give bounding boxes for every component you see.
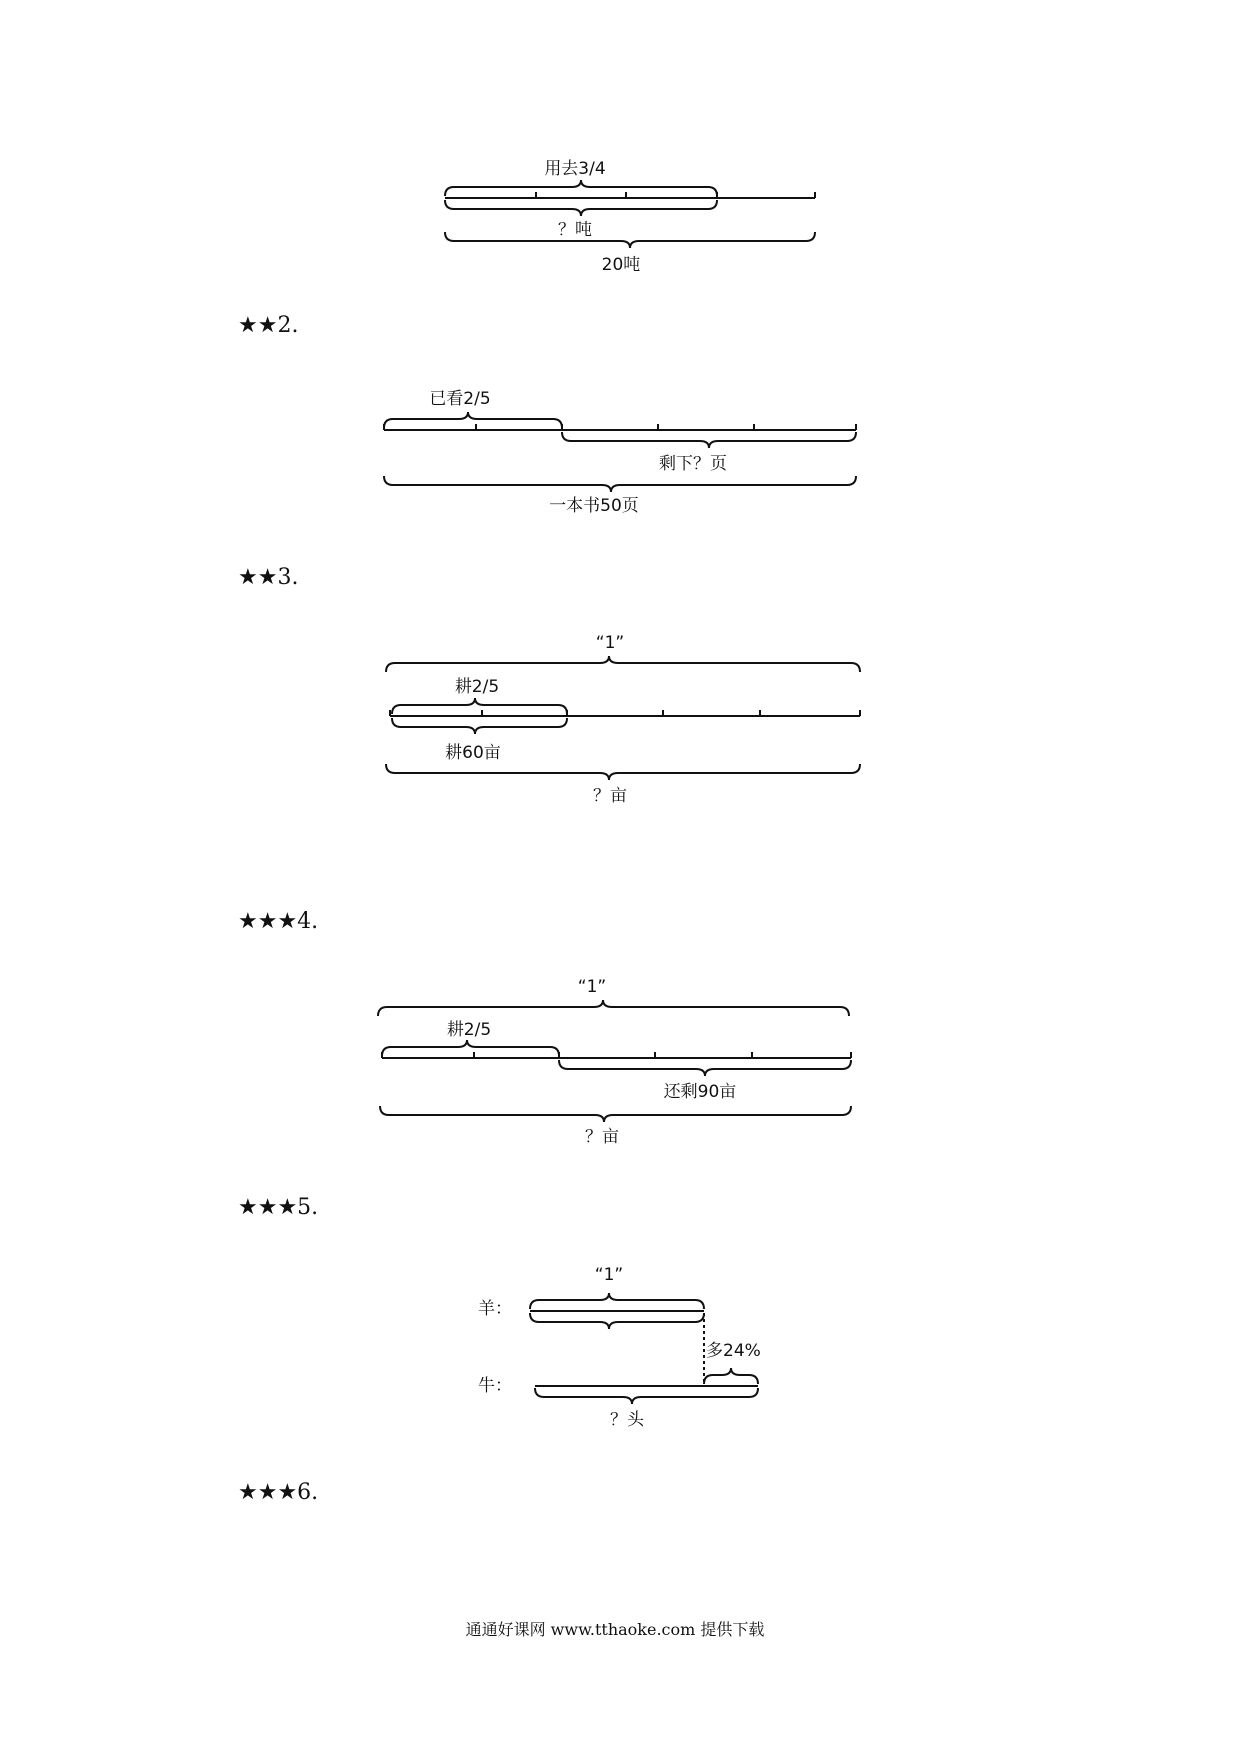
label-question-mu: ？亩 xyxy=(585,1127,619,1147)
brace-whole-bottom xyxy=(380,1106,851,1122)
label-20-tons: 20吨 xyxy=(601,255,641,275)
label-sheep: 羊： xyxy=(478,1299,512,1319)
label-plowed-2-5: 耕2/5 xyxy=(454,677,500,697)
label-question-mu: ？亩 xyxy=(593,786,627,806)
brace-more xyxy=(704,1368,758,1384)
brace-sheep-bottom xyxy=(530,1313,704,1329)
brace-plowed xyxy=(382,1040,559,1056)
diagram-4 xyxy=(378,977,851,1147)
label-cow: 牛： xyxy=(478,1376,512,1396)
brace-whole-top xyxy=(386,656,860,672)
brace-whole-bottom xyxy=(386,764,860,780)
brace-plowed-bottom xyxy=(392,718,567,734)
brace-question-tons xyxy=(445,200,717,216)
footer-source: 通通好课网 www.tthaoke.com 提供下载 xyxy=(465,1620,765,1639)
brace-whole-top xyxy=(378,1000,849,1016)
label-plowed-60-mu: 耕60亩 xyxy=(445,743,501,763)
problem-number-4: ★★★4. xyxy=(238,909,319,934)
label-whole-1: “1” xyxy=(595,633,625,653)
diagram-1 xyxy=(445,159,815,275)
brace-read xyxy=(384,412,562,428)
problem-number-2: ★★2. xyxy=(238,313,299,338)
label-question-head: ？头 xyxy=(610,1410,644,1430)
label-book-50-pages: 一本书50页 xyxy=(549,496,639,516)
brace-used xyxy=(445,180,717,196)
diagram-3 xyxy=(386,633,860,806)
diagram-5 xyxy=(478,1265,761,1430)
brace-remaining xyxy=(562,432,856,448)
label-remaining-90-mu: 还剩90亩 xyxy=(663,1082,737,1102)
label-used-3-4: 用去3/4 xyxy=(544,159,606,179)
problem-number-6: ★★★6. xyxy=(238,1480,319,1505)
brace-plowed-top xyxy=(392,698,567,714)
problem-number-5: ★★★5. xyxy=(238,1195,319,1220)
label-question-tons: ？吨 xyxy=(558,220,592,240)
diagram-2 xyxy=(384,389,856,516)
problem-number-3: ★★3. xyxy=(238,565,299,590)
brace-cow xyxy=(535,1388,758,1404)
brace-total xyxy=(445,232,815,248)
label-read-2-5: 已看2/5 xyxy=(429,389,491,409)
label-whole-1: “1” xyxy=(594,1265,624,1285)
label-more-24-percent: 多24% xyxy=(706,1341,761,1361)
brace-remaining xyxy=(559,1060,851,1076)
brace-whole-book xyxy=(384,476,856,492)
brace-sheep-top xyxy=(530,1293,704,1309)
label-plowed-2-5: 耕2/5 xyxy=(446,1020,492,1040)
label-whole-1: “1” xyxy=(577,977,607,997)
label-remaining-pages: 剩下？页 xyxy=(659,454,727,474)
